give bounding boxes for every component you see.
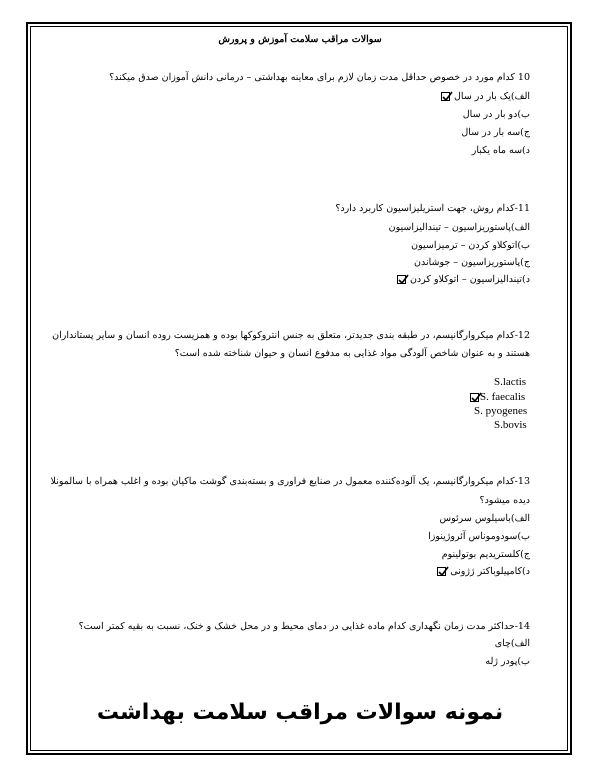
option-label: S. faecalis [480,391,526,403]
checkbox-checked-icon [441,92,450,101]
checkbox-checked-icon [437,567,446,576]
question-stem-line-1: 13-کدام میکروارگانیسم، یک آلوده‌کننده معمول در صنایع فراوری و بسته‌بندی گوشت ماکیان بوده و اغلب همراه با سالمونلا [50,476,530,487]
option-label: د)کامپیلوباکتر ژژونی [450,566,530,577]
question-stem: 11-کدام روش، جهت استریلیزاسیون کاربرد دارد؟ [335,203,530,214]
question-stem: 10 کدام مورد در خصوص حداقل مدت زمان لازم برای معاینه بهداشتی – درمانی دانش آموزان صدق میکند؟ [109,72,530,83]
option-a: الف)چای [494,638,530,649]
question-stem-line-2: هستند و به عنوان شاخص آلودگی مواد غذایی به مدفوع انسان و حیوان شناخته شده است؟ [174,348,530,359]
option-b: ب)اتوکلاو کردن – ترمیزاسیون [411,240,530,251]
option-b: ب)سودوموناس آئروژینوزا [428,531,530,542]
option-a: الف)باسیلوس سرئوس [439,513,530,524]
page-header: سوالات مراقب سلامت آموزش و پرورش [218,34,382,45]
option-a: S.lactis [494,376,527,388]
question-stem-line-2: دیده میشود؟ [479,495,530,506]
question-stem-line-1: 12-کدام میکروارگانیسم، در طبقه بندی جدیدتر، متعلق به جنس انتروکوکها بوده و همزیست روده انسان و سایر پستانداران [52,330,530,341]
option-d: د)سه ماه یکبار [471,145,530,156]
option-d [433,566,530,578]
option-c: S. pyogenes [474,405,528,417]
option-c: ج)سه بار در سال [461,127,530,138]
option-c: ج)پاستوریزاسیون – جوشاندن [414,257,530,268]
option-b: ب)دو بار در سال [462,109,530,120]
option-b [470,391,525,404]
footer-title: نمونه سوالات مراقب سلامت بهداشت [96,700,504,725]
option-d [393,274,530,286]
checkbox-checked-icon [397,275,406,284]
option-label: الف)یک بار در سال [454,91,530,102]
option-b: ب)پودر ژله [485,656,530,667]
option-label: د)تیندالیزاسیون – اتوکلاو کردن [409,274,530,285]
option-c: ج)کلستریدیم بوتولینوم [441,549,530,560]
question-stem: 14-حداکثر مدت زمان نگهداری کدام ماده غذایی در دمای محیط و در محل خشک و خنک، نسبت به بقیه کمتر است؟ [78,621,530,632]
option-a [437,91,530,103]
option-a: الف)پاستوریزاسیون – تیندالیزاسیون [388,222,530,233]
checkbox-checked-icon [470,393,479,402]
option-d: S.bovis [494,419,527,431]
